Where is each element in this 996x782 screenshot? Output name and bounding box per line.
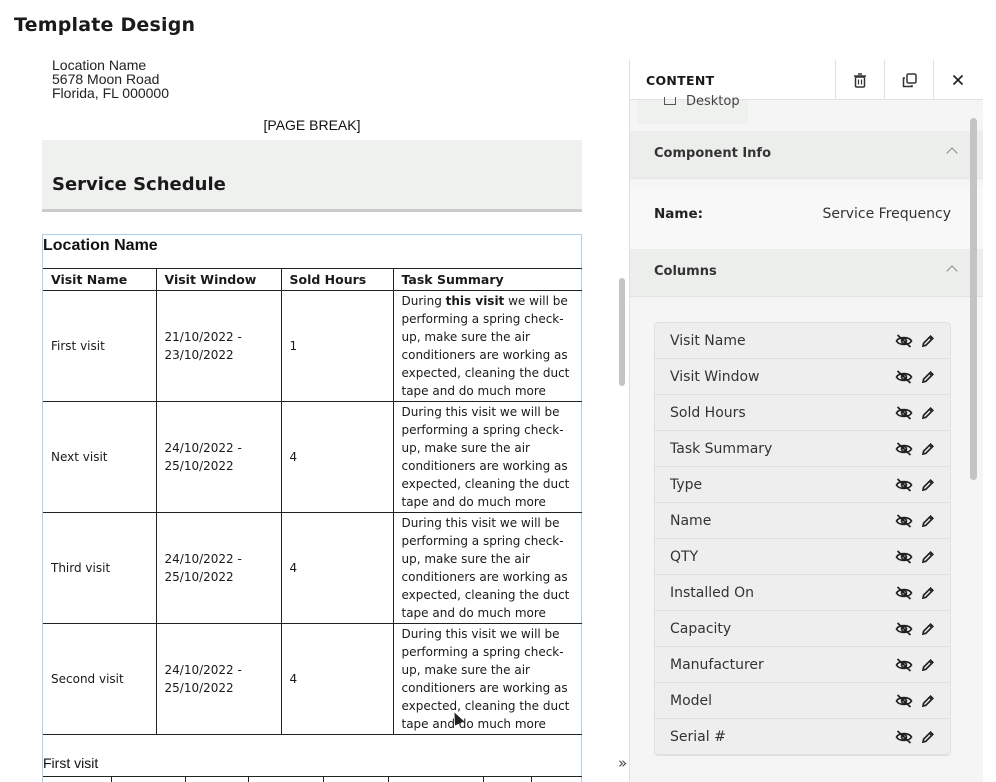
task-summary-cell: During this visit we will be performing a spring check-up, make sure the air conditioners are working as expected, cleaning the duct tape and do much more: [393, 624, 582, 735]
panel-scrollbar[interactable]: [970, 118, 977, 480]
column-label: Serial #: [670, 729, 726, 745]
chevron-up-icon: [946, 265, 957, 276]
sub-visit-table: [43, 776, 582, 782]
column-item[interactable]: [655, 683, 951, 719]
task-summary-cell: During this visit we will be performing a spring check-up, make sure the air conditioners are working as expected, cleaning the duct tape and do much more: [393, 402, 582, 513]
table-divider: [388, 777, 389, 782]
table-divider: [248, 777, 249, 782]
column-label: Model: [670, 693, 713, 709]
sub-visit-title: First visit: [43, 755, 99, 771]
eye-off-icon[interactable]: [895, 693, 913, 712]
sold-hours-cell: 1: [281, 291, 393, 402]
column-item[interactable]: [655, 503, 951, 539]
close-icon: [952, 74, 964, 86]
service-schedule-header[interactable]: [42, 140, 582, 212]
sold-hours-cell: 4: [281, 624, 393, 735]
delete-button[interactable]: [835, 60, 884, 100]
column-item[interactable]: [655, 359, 951, 395]
eye-off-icon[interactable]: [895, 621, 913, 640]
table-divider: [111, 777, 112, 782]
component-name-row: [630, 187, 983, 249]
column-item[interactable]: [655, 323, 951, 359]
pencil-icon[interactable]: [921, 657, 935, 676]
section-title: Service Schedule: [52, 174, 226, 195]
component-info-section[interactable]: [630, 131, 983, 179]
table-divider: [323, 777, 324, 782]
columns-list: [654, 322, 951, 756]
column-header: Task Summary: [393, 269, 582, 291]
column-label: Installed On: [670, 585, 754, 601]
table-header-row: [43, 269, 582, 291]
columns-section[interactable]: [630, 249, 983, 297]
column-label: Visit Name: [670, 333, 746, 349]
address-block[interactable]: [52, 58, 169, 100]
column-item[interactable]: [655, 719, 951, 755]
column-label: Sold Hours: [670, 405, 746, 421]
duplicate-button[interactable]: [884, 60, 933, 100]
column-item[interactable]: [655, 611, 951, 647]
pencil-icon[interactable]: [921, 441, 935, 460]
tab-label: Desktop: [686, 94, 740, 109]
column-item[interactable]: [655, 539, 951, 575]
sold-hours-cell: 4: [281, 513, 393, 624]
eye-off-icon[interactable]: [895, 405, 913, 424]
pencil-icon[interactable]: [921, 477, 935, 496]
column-item[interactable]: [655, 575, 951, 611]
table-row: [43, 624, 582, 735]
eye-off-icon[interactable]: [895, 657, 913, 676]
summary-text: we will be performing a spring check-up, make sure the air conditioners are working as expected, cleaning the duct tape and do much more: [401, 294, 570, 398]
pencil-icon[interactable]: [921, 585, 935, 604]
name-label: Name:: [654, 206, 704, 222]
column-label: QTY: [670, 549, 699, 565]
pencil-icon[interactable]: [921, 549, 935, 568]
eye-off-icon[interactable]: [895, 513, 913, 532]
content-panel: [629, 60, 983, 782]
pencil-icon[interactable]: [921, 729, 935, 748]
column-label: Task Summary: [670, 441, 773, 457]
location-heading: Location Name: [43, 237, 158, 254]
pencil-icon[interactable]: [921, 333, 935, 352]
summary-text: During: [401, 294, 446, 308]
pencil-icon[interactable]: [921, 405, 935, 424]
eye-off-icon[interactable]: [895, 549, 913, 568]
monitor-icon: [664, 97, 676, 105]
sold-hours-cell: 4: [281, 402, 393, 513]
column-header: Sold Hours: [281, 269, 393, 291]
close-button[interactable]: [933, 60, 982, 100]
column-header: Visit Window: [156, 269, 281, 291]
table-row: [43, 402, 582, 513]
service-frequency-component[interactable]: [42, 234, 582, 782]
page-title: Template Design: [14, 14, 196, 36]
summary-bold-text: this visit: [445, 294, 505, 308]
column-header: Visit Name: [43, 269, 156, 291]
visits-table: [43, 268, 582, 735]
column-item[interactable]: [655, 395, 951, 431]
section-label: Columns: [654, 264, 717, 279]
chevron-up-icon: [946, 147, 957, 158]
task-summary-cell: [393, 291, 582, 402]
address-line: Location Name: [52, 58, 147, 73]
pencil-icon[interactable]: [921, 513, 935, 532]
visit-name-cell: Next visit: [43, 402, 156, 513]
column-label: Type: [670, 477, 703, 493]
table-row: [43, 513, 582, 624]
visit-name-cell: Third visit: [43, 513, 156, 624]
canvas-scrollbar[interactable]: [619, 278, 625, 386]
column-label: Manufacturer: [670, 657, 764, 673]
trash-icon: [853, 73, 867, 88]
eye-off-icon[interactable]: [895, 729, 913, 748]
table-divider: [185, 777, 186, 782]
panel-header: [630, 60, 983, 100]
visit-name-cell: Second visit: [43, 624, 156, 735]
address-line: 5678 Moon Road: [52, 71, 160, 87]
page-break-marker[interactable]: [PAGE BREAK]: [263, 117, 361, 133]
tab-desktop[interactable]: [638, 94, 748, 124]
column-item[interactable]: [655, 467, 951, 503]
column-label: Capacity: [670, 621, 732, 637]
double-chevron-right-icon[interactable]: »: [618, 754, 628, 772]
address-line: Florida, FL 000000: [52, 85, 169, 101]
visit-window-cell: 21/10/2022 - 23/10/2022: [156, 291, 281, 402]
visit-window-cell: 24/10/2022 - 25/10/2022: [156, 402, 281, 513]
pencil-icon[interactable]: [921, 693, 935, 712]
eye-off-icon[interactable]: [895, 369, 913, 388]
pencil-icon[interactable]: [921, 621, 935, 640]
table-row: [43, 291, 582, 402]
column-item[interactable]: [655, 647, 951, 683]
panel-title: CONTENT: [646, 73, 715, 88]
eye-off-icon[interactable]: [895, 333, 913, 352]
section-label: Component Info: [654, 146, 771, 161]
eye-off-icon[interactable]: [895, 477, 913, 496]
visit-name-cell: First visit: [43, 291, 156, 402]
column-label: Visit Window: [670, 369, 760, 385]
pencil-icon[interactable]: [921, 369, 935, 388]
visit-window-cell: 24/10/2022 - 25/10/2022: [156, 624, 281, 735]
eye-off-icon[interactable]: [895, 585, 913, 604]
task-summary-cell: During this visit we will be performing a spring check-up, make sure the air conditioners are working as expected, cleaning the duct tape and do much more: [393, 513, 582, 624]
column-item[interactable]: [655, 431, 951, 467]
copy-icon: [902, 73, 917, 88]
template-canvas[interactable]: [0, 58, 614, 782]
name-value: Service Frequency: [822, 206, 951, 222]
table-divider: [483, 777, 484, 782]
column-label: Name: [670, 513, 712, 529]
visit-window-cell: 24/10/2022 - 25/10/2022: [156, 513, 281, 624]
eye-off-icon[interactable]: [895, 441, 913, 460]
table-divider: [531, 777, 532, 782]
